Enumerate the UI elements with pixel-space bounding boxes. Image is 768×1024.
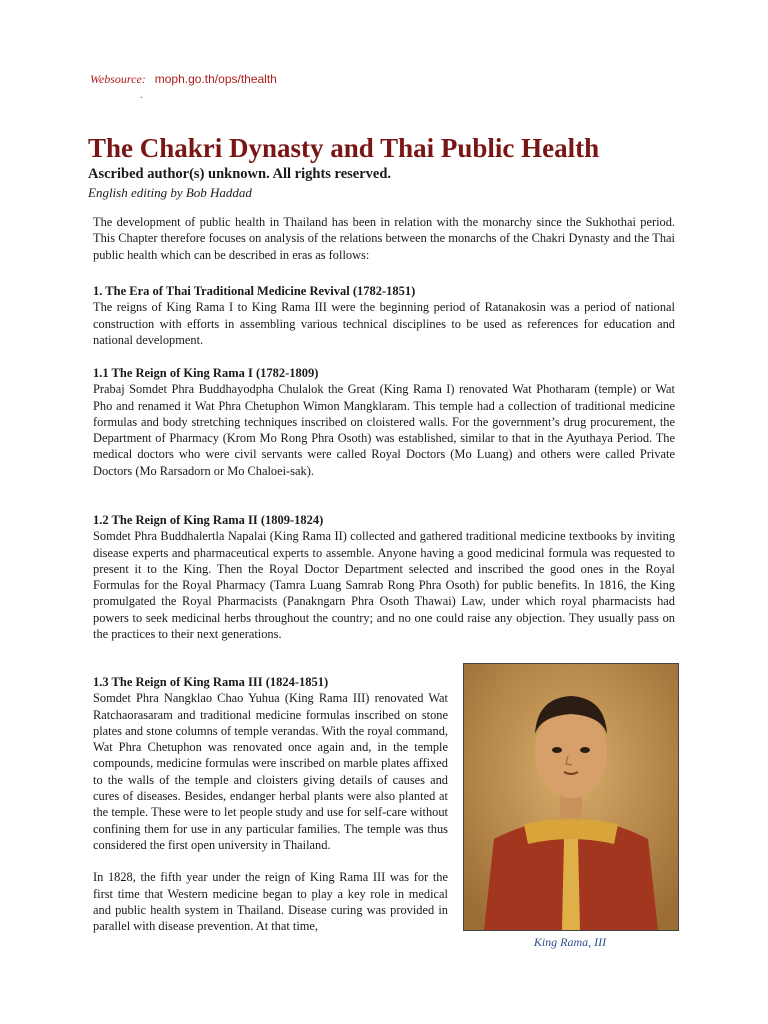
section-rama-3 [93,674,448,934]
section-body: Prabaj Somdet Phra Buddhayodpha Chulalok the Great (King Rama I) renovated Wat Photharam (temple) or Wat Pho and renamed it Wat Phra Chetuphon Wimon Mangklaram. This temple had a collection of traditional medicine formulas and body stretching techniques inscribed on cloistered walls. For the government’s drug procurement, the Department of Pharmacy (Krom Mo Rong Phra Osoth) was established, similar to that in the Ayuthaya Period. The medical doctors who were civil servants were called Royal Doctors (Mo Luang) and others were called Private Doctors (Mo Rarsadorn or Mo Chaloei-sak). [93,382,675,478]
intro-text: The development of public health in Thailand has been in relation with the monarchy since the Sukhothai period. This Chapter therefore focuses on analysis of the relations between the monarchs of the Chakri Dynasty and the Thai public health which can be described in eras as follows: [93,215,675,262]
section-body: Somdet Phra Buddhalertla Napalai (King Rama II) collected and gathered traditional medicine textbooks by inviting disease experts and pharmaceutical experts to assemble. Anyone having a good medicinal formula was requested to present it to the King. Then the Royal Doctor Department selected and inscribed the good ones in the Royal Formulas for the Royal Pharmacy (Tamra Luang Samrab Rong Phra Osoth) for public benefits. In 1816, the King promulgated the Royal Pharmacists (Panakngarn Phra Osoth Thawai) Law, under which royal pharmacists had powers to seek medicinal herbs throughout the country; and no one could raise any objection. They usually pass on the practices to their next generations. [93,529,675,642]
websource-label: Websource: [90,72,146,86]
websource-line [90,72,277,87]
section-heading: 1.2 The Reign of King Rama II (1809-1824) [93,513,324,527]
section-heading: 1.3 The Reign of King Rama III (1824-1851) [93,675,329,689]
author-line: Ascribed author(s) unknown. All rights reserved. [88,166,392,182]
decorative-dot: . [140,90,143,101]
page-title: The Chakri Dynasty and Thai Public Health [88,133,600,163]
section-era-revival [93,283,675,348]
intro-paragraph [93,214,675,263]
section-heading: 1.1 The Reign of King Rama I (1782-1809) [93,366,319,380]
section-rama-1 [93,365,675,479]
king-rama-iii-portrait [463,663,679,931]
section-body: The reigns of King Rama I to King Rama III were the beginning period of Ratanakosin was a period of national construction with efforts in assembling various technical disciplines to be used as references for education and national development. [93,300,675,347]
section-rama-2 [93,512,675,642]
section-heading: 1. The Era of Thai Traditional Medicine Revival (1782-1851) [93,284,416,298]
section-body-continued: In 1828, the fifth year under the reign of King Rama III was for the first time that Western medicine began to play a key role in medical and public health system in Thailand. Disease curing was provided in parallel with disease prevention. At that time, [93,870,448,934]
section-body: Somdet Phra Nangklao Chao Yuhua (King Rama III) renovated Wat Ratchaorasaram and traditional medicine formulas inscribed on stone plates and stone columns of temple verandas. With the royal command, Wat Phra Chetuphon was renovated once again and, in the temple compounds, medicine formulas were inscribed on marble plates affixed to the walls of the temple and cloisters giving details of causes and cures of diseases. Besides, endanger herbal plants were also planted at the temple. These were to let people study and use for self-care without confining them for use in any particular families. The temple was thus considered the first open university in Thailand. [93,691,448,852]
websource-url[interactable]: moph.go.th/ops/thealth [154,72,277,86]
portrait-caption: King Rama, III [533,935,607,949]
editor-line: English editing by Bob Haddad [88,185,252,200]
